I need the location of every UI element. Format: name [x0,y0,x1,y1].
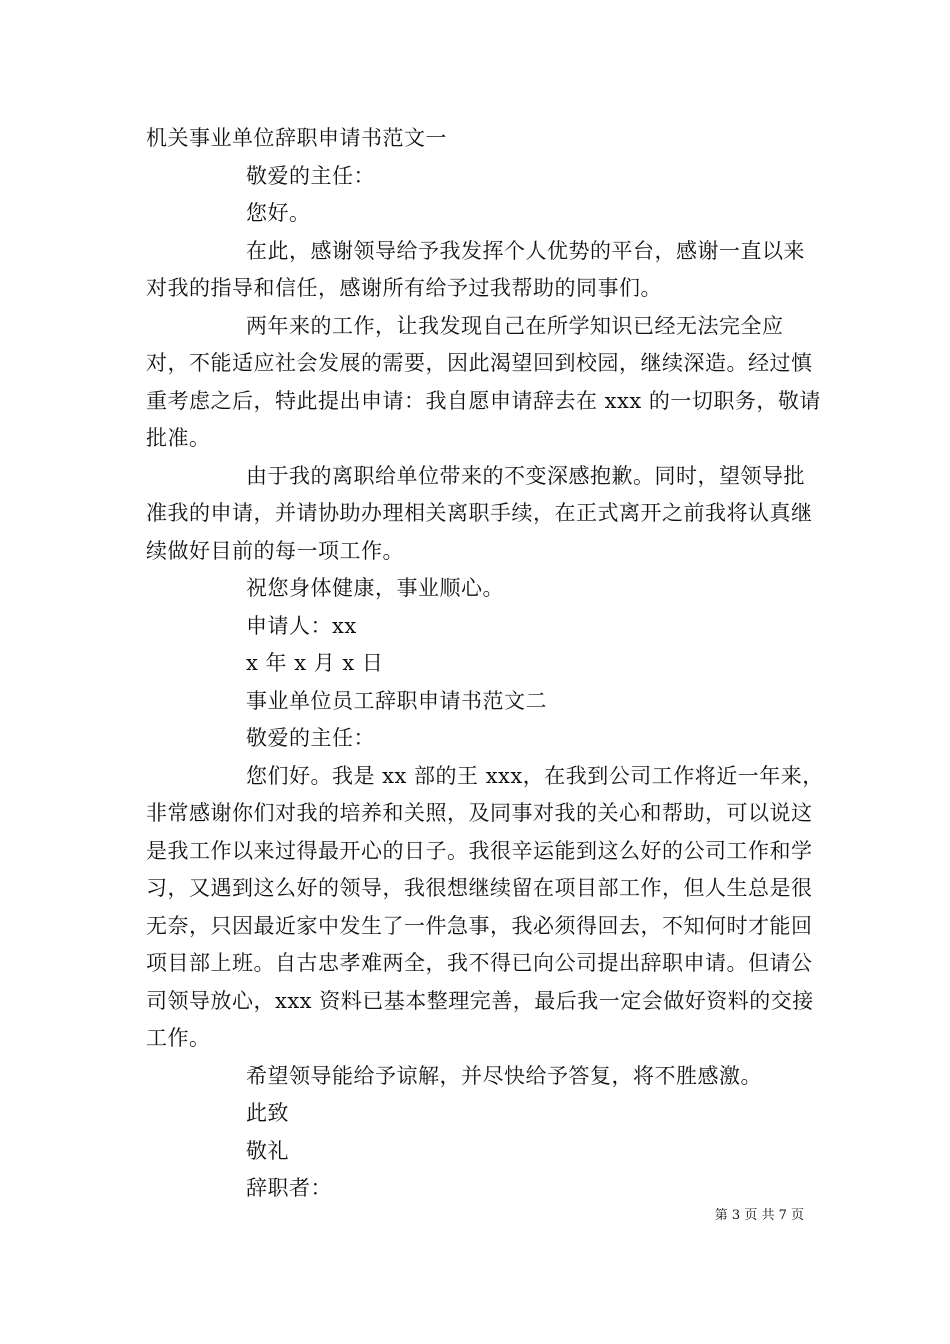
document-body [146,120,826,1208]
document-title-2: 事业单位员工辞职申请书范文二 [246,688,547,713]
letter1-paragraph-1: 在此，感谢领导给予我发挥个人优势的平台，感谢一直以来对我的指导和信任，感谢所有给予过我帮助的同事们。 [146,238,805,300]
letter2-paragraph-2: 希望领导能给予谅解，并尽快给予答复，将不胜感激。 [246,1063,762,1088]
letter2-paragraph-1: 您们好。我是 xx 部的王 xxx，在我到公司工作将近一年来，非常感谢你们对我的培养和关照，及同事对我的关心和帮助，可以说这是我工作以来过得最开心的日子。我很辛运能到这么好的公司工作和学习，又遇到这么好的领导，我很想继续留在项目部工作，但人生总是很无奈，只因最近家中发生了一件急事，我必须得回去，不知何时才能回项目部上班。自古忠孝难两全，我不得已向公司提出辞职申请。但请公司领导放心，xxx 资料已基本整理完善，最后我一定会做好资料的交接工作。 [146,763,824,1050]
letter2-signer: 辞职者： [246,1176,332,1200]
letter1-applicant: 申请人：xx [246,613,357,638]
page-number: 第 3 页 共 7 页 [714,1208,804,1223]
document-title-1: 机关事业单位辞职申请书范文一 [146,126,447,150]
letter2-closing-1: 此致 [246,1101,289,1125]
letter1-salutation: 敬爱的主任： [246,163,375,188]
letter1-date: x 年 x 月 x 日 [246,651,384,675]
letter2-salutation: 敬爱的主任： [246,726,375,750]
letter1-paragraph-2: 两年来的工作，让我发现自己在所学知识已经无法完全应对，不能适应社会发展的需要，因此渴望回到校园，继续深造。经过慎重考虑之后，特此提出申请：我自愿申请辞去在 xxx 的一切职务，敬请批准。 [146,313,821,450]
letter2-closing-2: 敬礼 [246,1138,289,1163]
letter1-wish: 祝您身体健康，事业顺心。 [246,576,504,600]
letter1-greeting: 您好。 [246,201,311,225]
letter1-paragraph-3: 由于我的离职给单位带来的不变深感抱歉。同时，望领导批准我的申请，并请协助办理相关离职手续，在正式离开之前我将认真继续做好目前的每一项工作。 [146,463,813,563]
